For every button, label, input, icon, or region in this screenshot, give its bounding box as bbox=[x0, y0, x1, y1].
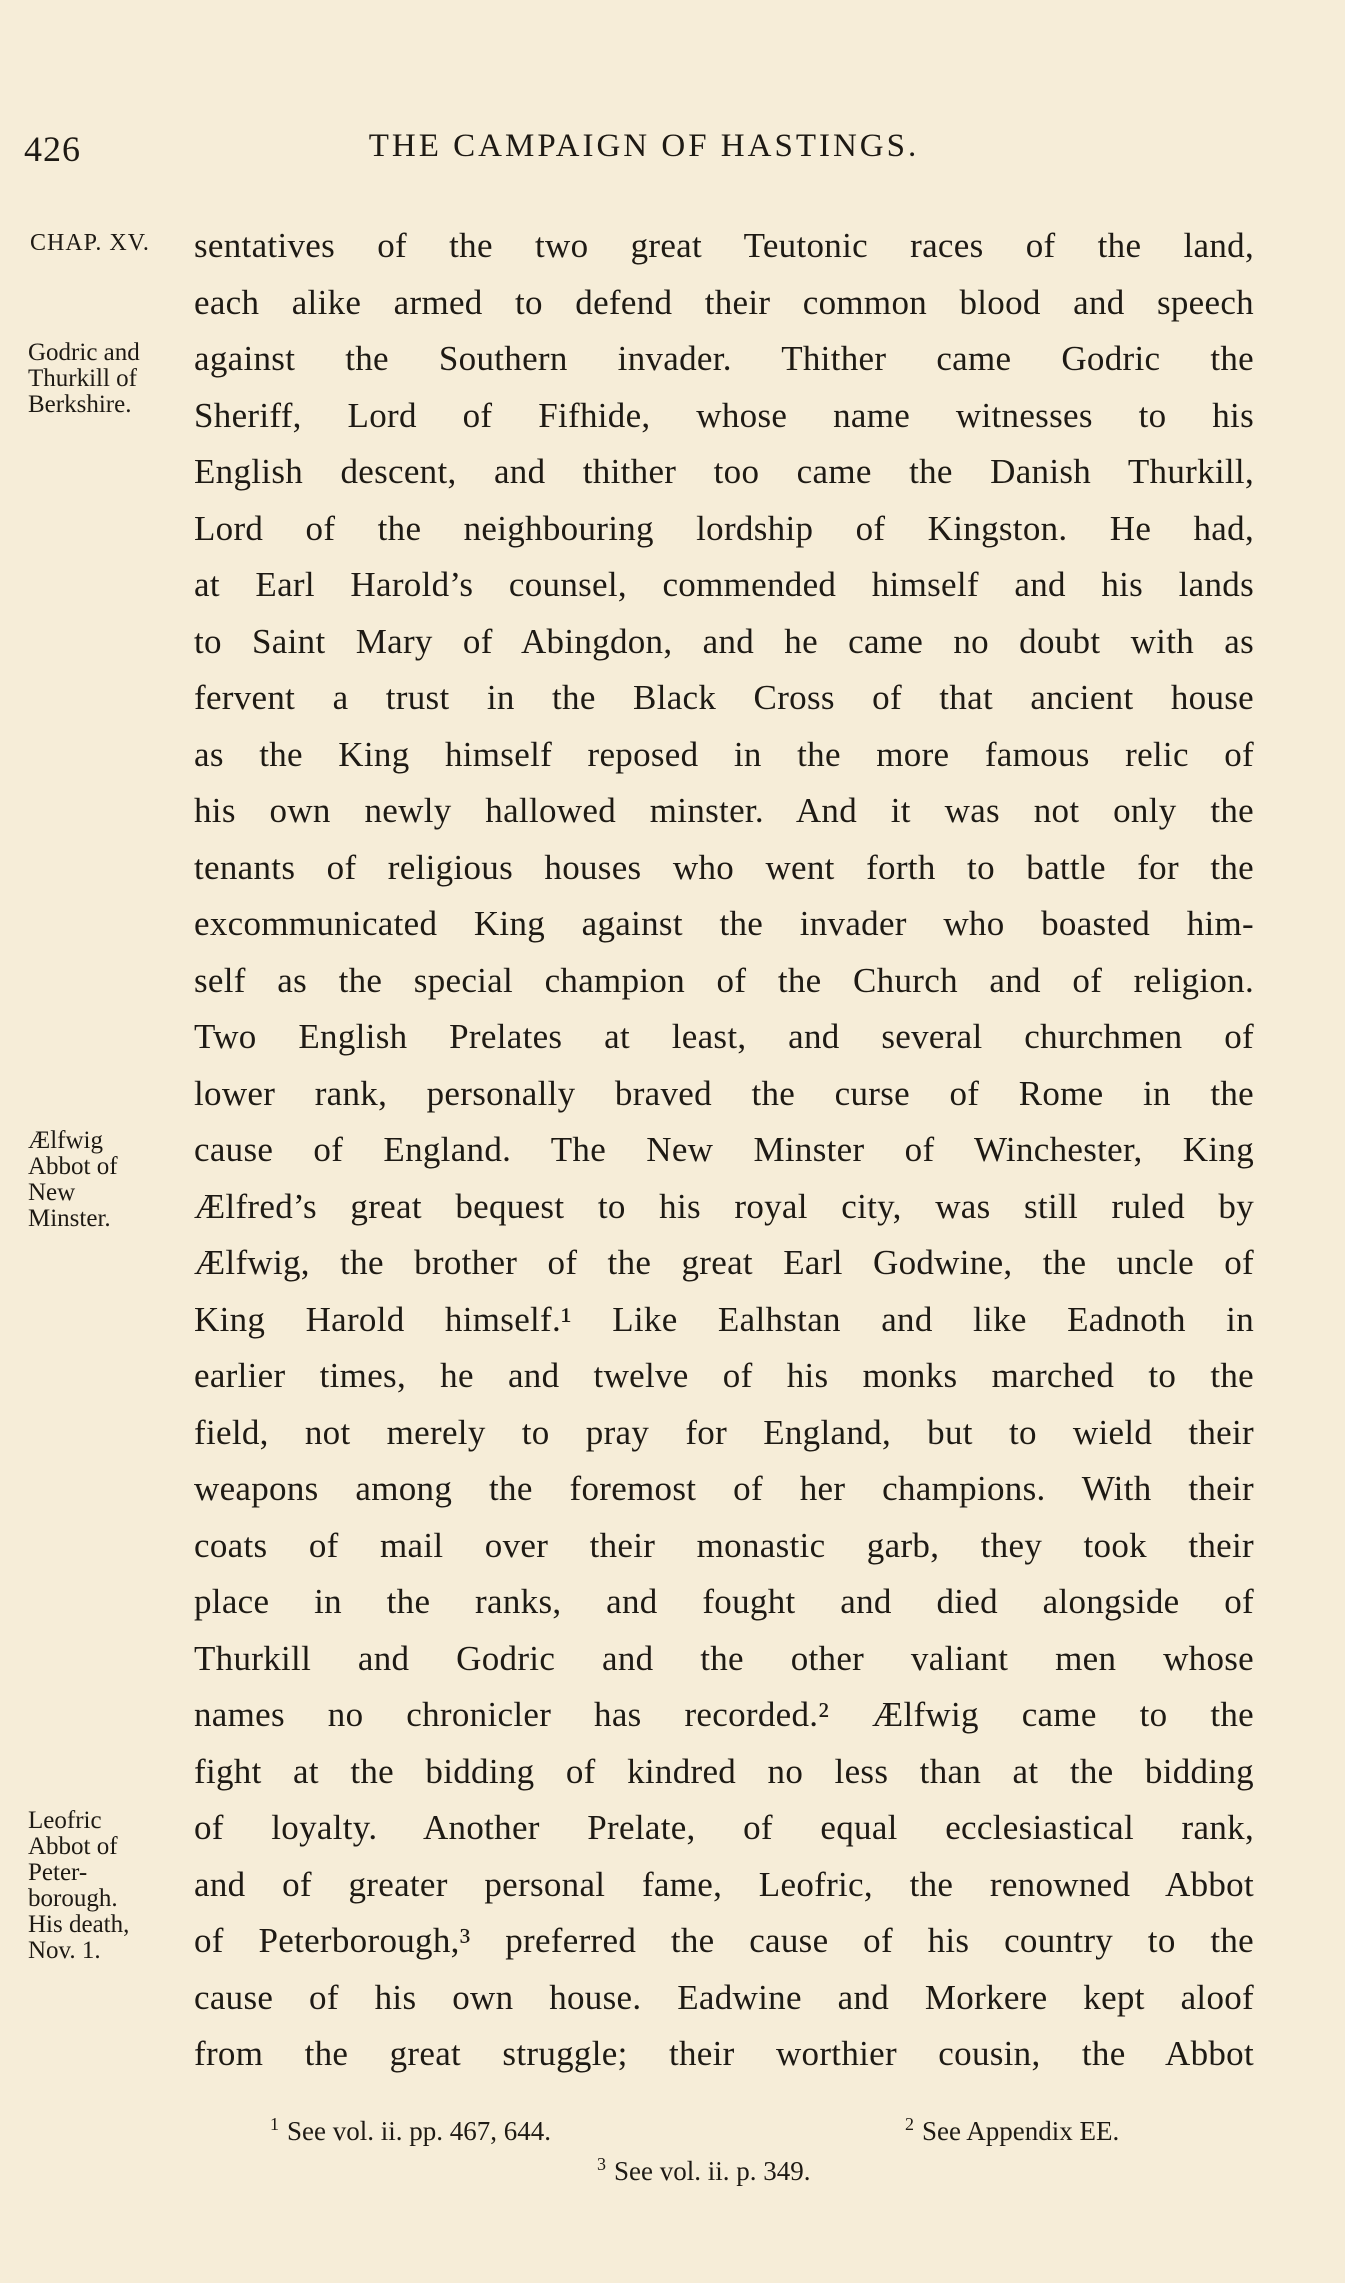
margin-note-line: Peter- bbox=[28, 1859, 88, 1886]
margin-note-line: Abbot of bbox=[28, 1833, 118, 1860]
margin-note-line: Abbot of bbox=[28, 1153, 118, 1180]
footnote-text: See vol. ii. pp. 467, 644. bbox=[287, 2116, 551, 2146]
margin-note-line: Nov. 1. bbox=[28, 1937, 101, 1964]
body-line: from the great struggle; their worthier cousin, the Abbot bbox=[194, 2034, 1254, 2073]
footnote-1 bbox=[270, 2116, 551, 2147]
body-line: English descent, and thither too came the Danish Thurkill, bbox=[194, 452, 1254, 491]
body-line: Sheriff, Lord of Fifhide, whose name witnesses to his bbox=[194, 395, 1254, 435]
footnote-text: See vol. ii. p. 349. bbox=[614, 2156, 811, 2186]
margin-note-line: Berkshire. bbox=[28, 391, 132, 418]
body-line: each alike armed to defend their common blood and speech bbox=[194, 282, 1254, 322]
margin-note-aelfwig bbox=[28, 1128, 188, 1232]
margin-note-line: Godric and bbox=[28, 339, 140, 366]
margin-note-line: Leofric bbox=[28, 1807, 102, 1834]
body-line: field, not merely to pray for England, but to wield their bbox=[194, 1412, 1254, 1452]
body-line: coats of mail over their monastic garb, they took their bbox=[194, 1525, 1254, 1565]
footnote-mark: 1 bbox=[270, 2114, 279, 2134]
footnotes bbox=[260, 2116, 1220, 2196]
body-line: to Saint Mary of Abingdon, and he came no doubt with as bbox=[194, 621, 1254, 661]
body-line: Ælfred’s great bequest to his royal city, was still ruled by bbox=[194, 1186, 1254, 1226]
body-line: earlier times, he and twelve of his monks marched to the bbox=[194, 1356, 1254, 1395]
footnote-2 bbox=[905, 2116, 1119, 2147]
page-number: 426 bbox=[24, 129, 81, 169]
body-line: cause of England. The New Minster of Winchester, King bbox=[194, 1130, 1254, 1169]
margin-note-leofric bbox=[28, 1808, 188, 1964]
margin-note-line: borough. bbox=[28, 1885, 118, 1912]
body-line: of Peterborough,³ preferred the cause of his country to the bbox=[194, 1921, 1254, 1960]
margin-note-line: Minster. bbox=[28, 1205, 111, 1232]
footnote-3 bbox=[597, 2156, 811, 2187]
body-line: cause of his own house. Eadwine and Morkere kept aloof bbox=[194, 1977, 1254, 2017]
body-line: names no chronicler has recorded.² Ælfwig came to the bbox=[194, 1695, 1254, 1734]
body-line: fight at the bidding of kindred no less than at the bidding bbox=[194, 1751, 1254, 1791]
body-line: excommunicated King against the invader who boasted him- bbox=[194, 904, 1254, 943]
margin-note-line: Ælfwig bbox=[28, 1127, 103, 1154]
body-line: Ælfwig, the brother of the great Earl Godwine, the uncle of bbox=[194, 1243, 1254, 1282]
body-line: fervent a trust in the Black Cross of that ancient house bbox=[194, 678, 1254, 717]
body-line: place in the ranks, and fought and died alongside of bbox=[194, 1582, 1254, 1621]
body-line: of loyalty. Another Prelate, of equal ecclesiastical rank, bbox=[194, 1808, 1254, 1847]
body-line: lower rank, personally braved the curse of Rome in the bbox=[194, 1073, 1254, 1113]
body-line: Lord of the neighbouring lordship of Kingston. He had, bbox=[194, 508, 1254, 548]
footnote-mark: 2 bbox=[905, 2114, 914, 2134]
running-title: THE CAMPAIGN OF HASTINGS. bbox=[368, 128, 920, 164]
body-line: Two English Prelates at least, and several churchmen of bbox=[194, 1017, 1254, 1056]
chapter-label: CHAP. XV. bbox=[30, 230, 150, 256]
body-line: sentatives of the two great Teutonic races of the land, bbox=[194, 226, 1254, 265]
footnote-text: See Appendix EE. bbox=[922, 2116, 1120, 2146]
page-header bbox=[24, 128, 1264, 168]
body-line: tenants of religious houses who went forth to battle for the bbox=[194, 847, 1254, 887]
footnote-mark: 3 bbox=[597, 2154, 606, 2174]
body-line: against the Southern invader. Thither came Godric the bbox=[194, 339, 1254, 378]
body-line: weapons among the foremost of her champions. With their bbox=[194, 1469, 1254, 1508]
margin-note-line: New bbox=[28, 1179, 76, 1206]
body-line: Thurkill and Godric and the other valiant men whose bbox=[194, 1638, 1254, 1678]
body-line: at Earl Harold’s counsel, commended himself and his lands bbox=[194, 565, 1254, 604]
margin-note-godric bbox=[28, 340, 188, 418]
margin-note-line: Thurkill of bbox=[28, 365, 138, 392]
body-line: King Harold himself.¹ Like Ealhstan and like Eadnoth in bbox=[194, 1299, 1254, 1339]
margin-note-line: His death, bbox=[28, 1911, 130, 1938]
body-line: self as the special champion of the Church and of religion. bbox=[194, 960, 1254, 1000]
body-line: and of greater personal fame, Leofric, the renowned Abbot bbox=[194, 1864, 1254, 1904]
body-line: as the King himself reposed in the more famous relic of bbox=[194, 734, 1254, 774]
body-text bbox=[194, 218, 1254, 2083]
body-line: his own newly hallowed minster. And it was not only the bbox=[194, 791, 1254, 830]
